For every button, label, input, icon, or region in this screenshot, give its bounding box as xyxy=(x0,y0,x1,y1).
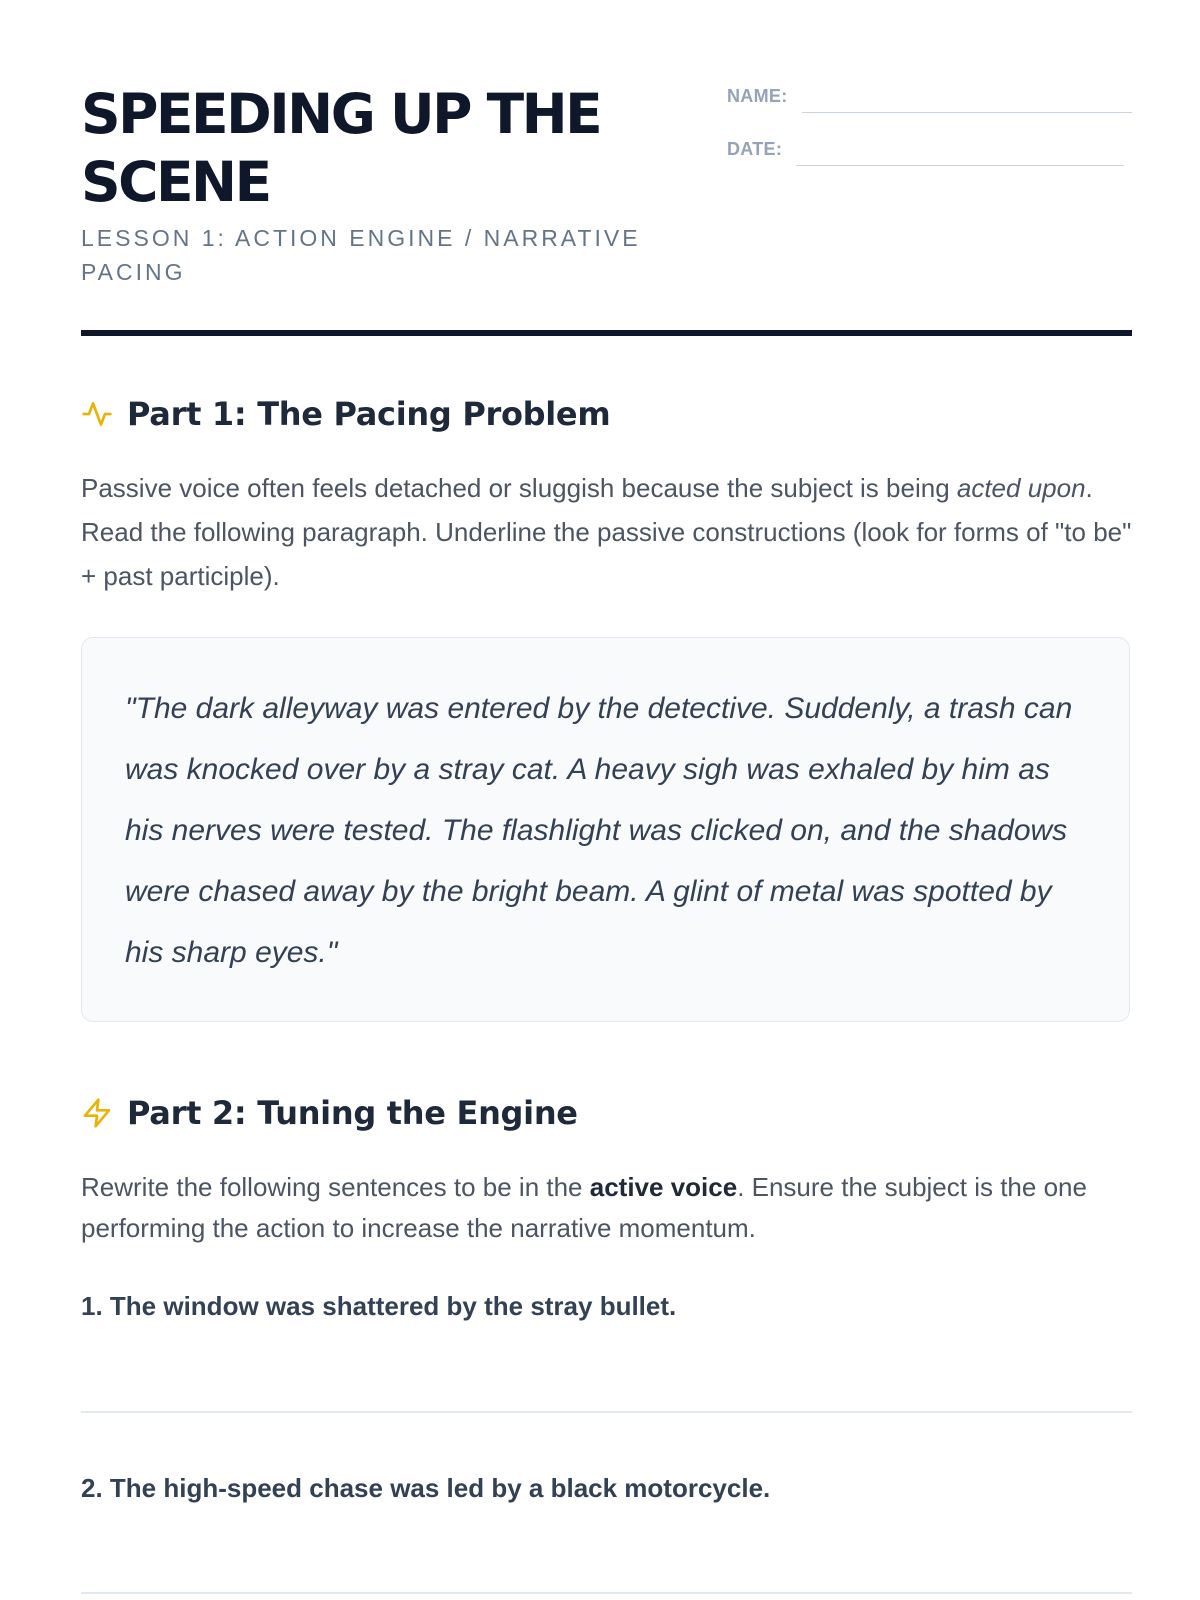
passage-text: "The dark alleyway was entered by the detective. Suddenly, a trash can was knocked over by a stray cat. A heavy sigh was exhaled by him as his nerves were tested. The flashlight was clicked on, and the shadows were chased away by the bright beam. A glint of metal was spotted by his sharp eyes." xyxy=(125,692,1073,969)
part1-intro-text-end: . Read the following paragraph. Underline the passive constructions (look for forms of "to be" + past participle). xyxy=(81,473,1132,591)
page-title: SPEEDING UP THE SCENE xyxy=(81,82,601,214)
part2-intro-text-end: . Ensure the subject is the one performing the action to increase the narrative momentum. xyxy=(81,1172,1087,1243)
activity-icon xyxy=(81,398,113,430)
part2-heading-row xyxy=(81,1094,578,1132)
answer-line-2[interactable] xyxy=(81,1592,1132,1594)
passage-box xyxy=(81,637,1130,1022)
worksheet xyxy=(81,0,1132,1503)
part1-intro-text: Passive voice often feels detached or sluggish because the subject is being xyxy=(81,473,957,503)
date-label: DATE: xyxy=(727,139,783,159)
part2-intro-text: Rewrite the following sentences to be in the xyxy=(81,1172,590,1202)
part1-heading: Part 1: The Pacing Problem xyxy=(127,395,611,433)
part2-heading: Part 2: Tuning the Engine xyxy=(127,1094,578,1132)
question-2: 2. The high-speed chase was led by a black motorcycle. xyxy=(81,1473,771,1503)
name-row xyxy=(727,86,1132,107)
part1-heading-row xyxy=(81,395,610,433)
part1-intro-emphasis: acted upon xyxy=(956,473,1086,503)
lesson-subtitle: LESSON 1: ACTION ENGINE / NARRATIVE PACING xyxy=(81,225,641,285)
question-1: 1. The window was shattered by the stray bullet. xyxy=(81,1291,677,1321)
part1-instructions xyxy=(81,466,1132,598)
date-field[interactable] xyxy=(796,165,1124,166)
lightning-bolt-icon xyxy=(81,1097,113,1129)
name-label: NAME: xyxy=(727,86,788,106)
date-row xyxy=(727,139,1124,160)
name-field[interactable] xyxy=(802,112,1133,113)
header-divider xyxy=(81,330,1132,336)
part2-intro-strong: active voice xyxy=(589,1172,738,1202)
part2-instructions xyxy=(81,1167,1132,1249)
answer-line-1[interactable] xyxy=(81,1411,1132,1413)
header xyxy=(81,0,1132,338)
